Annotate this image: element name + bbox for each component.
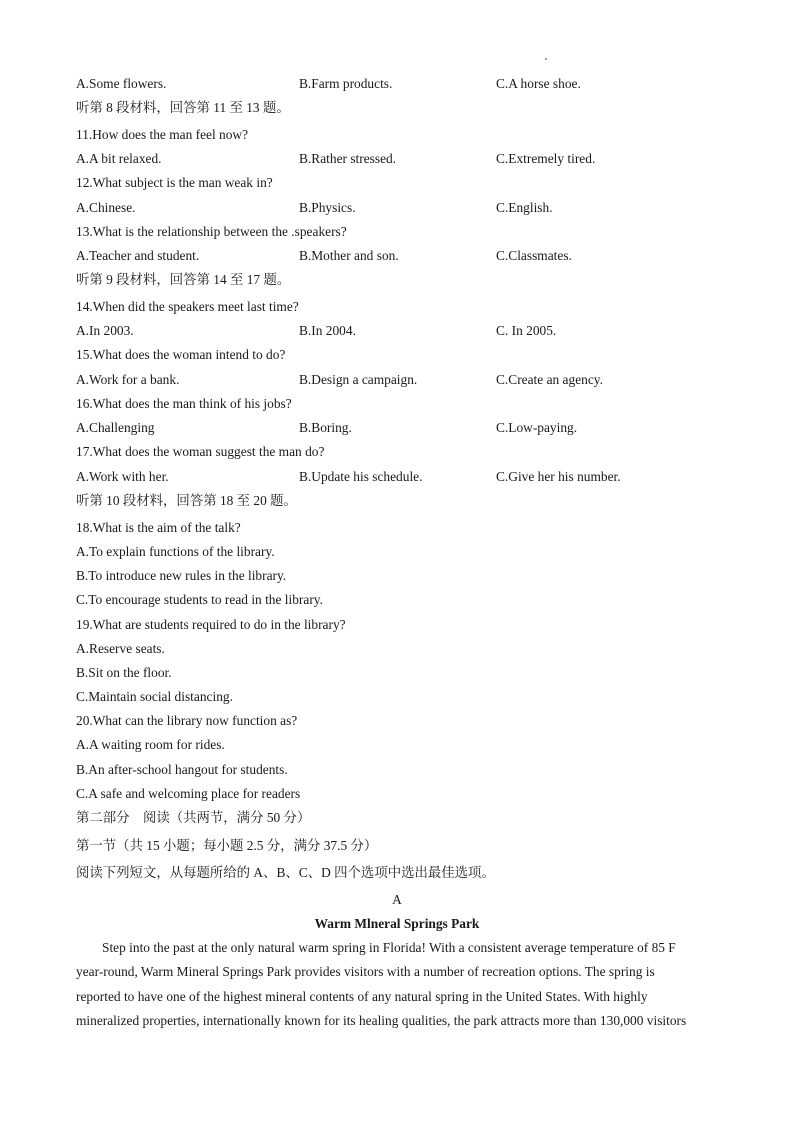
- q15-options: [76, 372, 716, 388]
- passage-letter: A: [392, 892, 402, 907]
- q16-option-c: C.Low-paying.: [496, 420, 578, 435]
- q12-question: 12.What subject is the man weak in?: [76, 175, 273, 190]
- q11-question: 11.How does the man feel now?: [76, 127, 249, 142]
- q10-option-c: C.A horse shoe.: [496, 76, 581, 91]
- q19-option-a: A.Reserve seats.: [76, 641, 165, 656]
- q14-options: [76, 323, 716, 339]
- q12-option-a: A.Chinese.: [76, 200, 136, 215]
- q11-option-a: A.A bit relaxed.: [76, 151, 162, 166]
- q17-option-a: A.Work with her.: [76, 469, 169, 484]
- q15-option-b: B.Design a campaign.: [299, 372, 418, 387]
- section10-instruction: 听第 10 段材料，回答第 18 至 20 题。: [76, 493, 297, 508]
- scan-speck: [545, 58, 547, 60]
- section8-instruction: 听第 8 段材料，回答第 11 至 13 题。: [76, 100, 290, 115]
- q18-option-b: B.To introduce new rules in the library.: [76, 568, 287, 583]
- q13-option-b: B.Mother and son.: [299, 248, 399, 263]
- section1-heading: 第一节（共 15 小题；每小题 2.5 分，满分 37.5 分）: [76, 838, 378, 853]
- q20-option-c: C.A safe and welcoming place for readers: [76, 786, 301, 801]
- q16-option-b: B.Boring.: [299, 420, 352, 435]
- q14-option-a: A.In 2003.: [76, 323, 134, 338]
- q13-options: [76, 248, 716, 264]
- q13-question: 13.What is the relationship between the .speakers?: [76, 224, 347, 239]
- q17-question: 17.What does the woman suggest the man do?: [76, 444, 325, 459]
- q14-question: 14.When did the speakers meet last time?: [76, 299, 299, 314]
- q17-options: [76, 469, 716, 485]
- q20-option-b: B.An after-school hangout for students.: [76, 762, 288, 777]
- passage-line: reported to have one of the highest mineral contents of any natural spring in the United States. With highly: [76, 988, 648, 1004]
- q18-option-c: C.To encourage students to read in the library.: [76, 592, 323, 607]
- q15-option-a: A.Work for a bank.: [76, 372, 180, 387]
- q14-option-b: B.In 2004.: [299, 323, 356, 338]
- q20-option-a: A.A waiting room for rides.: [76, 737, 225, 752]
- q12-option-c: C.English.: [496, 200, 553, 215]
- q11-options: [76, 151, 716, 167]
- passage-title: Warm Mlneral Springs Park: [314, 916, 480, 931]
- passage-line: Step into the past at the only natural warm spring in Florida! With a consistent average temperature of 85 F: [102, 940, 676, 955]
- q19-option-c: C.Maintain social distancing.: [76, 689, 233, 704]
- reading-instructions: 阅读下列短文，从每题所给的 A、B、C、D 四个选项中选出最佳选项。: [76, 865, 495, 880]
- q17-option-c: C.Give her his number.: [496, 469, 621, 484]
- q18-question: 18.What is the aim of the talk?: [76, 520, 241, 535]
- q10-options: [76, 76, 716, 92]
- q13-option-c: C.Classmates.: [496, 248, 572, 263]
- passage-paragraph: [76, 936, 716, 1033]
- q12-option-b: B.Physics.: [299, 200, 356, 215]
- part2-heading: 第二部分 阅读（共两节，满分 50 分）: [76, 810, 311, 825]
- q12-options: [76, 200, 716, 216]
- q19-question: 19.What are students required to do in the library?: [76, 617, 346, 632]
- q19-option-b: B.Sit on the floor.: [76, 665, 172, 680]
- q14-option-c: C. In 2005.: [496, 323, 557, 338]
- q15-question: 15.What does the woman intend to do?: [76, 347, 286, 362]
- passage-line: mineralized properties, internationally known for its healing qualities, the park attracts more than 130,000 visitors: [76, 1012, 687, 1028]
- q11-option-c: C.Extremely tired.: [496, 151, 596, 166]
- q10-option-b: B.Farm products.: [299, 76, 393, 91]
- q15-option-c: C.Create an agency.: [496, 372, 603, 387]
- q16-option-a: A.Challenging: [76, 420, 155, 435]
- q10-option-a: A.Some flowers.: [76, 76, 167, 91]
- q11-option-b: B.Rather stressed.: [299, 151, 397, 166]
- q16-options: [76, 420, 716, 436]
- q18-option-a: A.To explain functions of the library.: [76, 544, 275, 559]
- q20-question: 20.What can the library now function as?: [76, 713, 298, 728]
- q13-option-a: A.Teacher and student.: [76, 248, 200, 263]
- passage-line: year-round, Warm Mineral Springs Park provides visitors with a number of recreation options. The spring is: [76, 964, 655, 980]
- q16-question: 16.What does the man think of his jobs?: [76, 396, 292, 411]
- q17-option-b: B.Update his schedule.: [299, 469, 423, 484]
- section9-instruction: 听第 9 段材料，回答第 14 至 17 题。: [76, 272, 291, 287]
